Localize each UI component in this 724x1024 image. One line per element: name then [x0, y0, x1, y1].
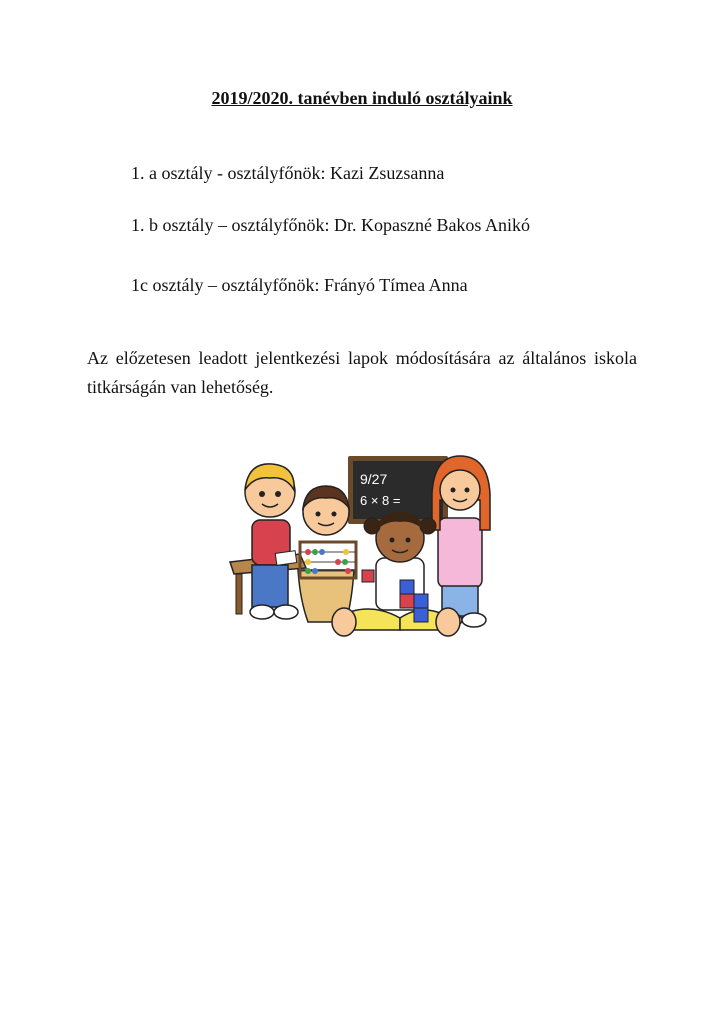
info-paragraph [87, 344, 637, 402]
class-1b-line: 1. b osztály – osztályfőnök: Dr. Kopaszné Bakos Anikó [131, 215, 530, 235]
page-title: 2019/2020. tanévben induló osztályaink [211, 88, 513, 108]
child-abacus [298, 486, 356, 622]
class-1a-line: 1. a osztály - osztályfőnök: Kazi Zsuzsanna [131, 163, 445, 183]
blackboard-text-1: 9/27 [360, 471, 388, 487]
children-classroom-illustration [228, 450, 498, 645]
blackboard-text-2: 6 × 8 = [360, 493, 401, 508]
boy-left [245, 464, 298, 619]
info-paragraph-text: Az előzetesen leadott jelentkezési lapok módosítására az általános iskola titkárságán van lehetőség. [87, 348, 637, 397]
girl-right [432, 456, 490, 627]
class-1c-line: 1c osztály – osztályfőnök: Frányó Tímea Anna [131, 275, 468, 295]
